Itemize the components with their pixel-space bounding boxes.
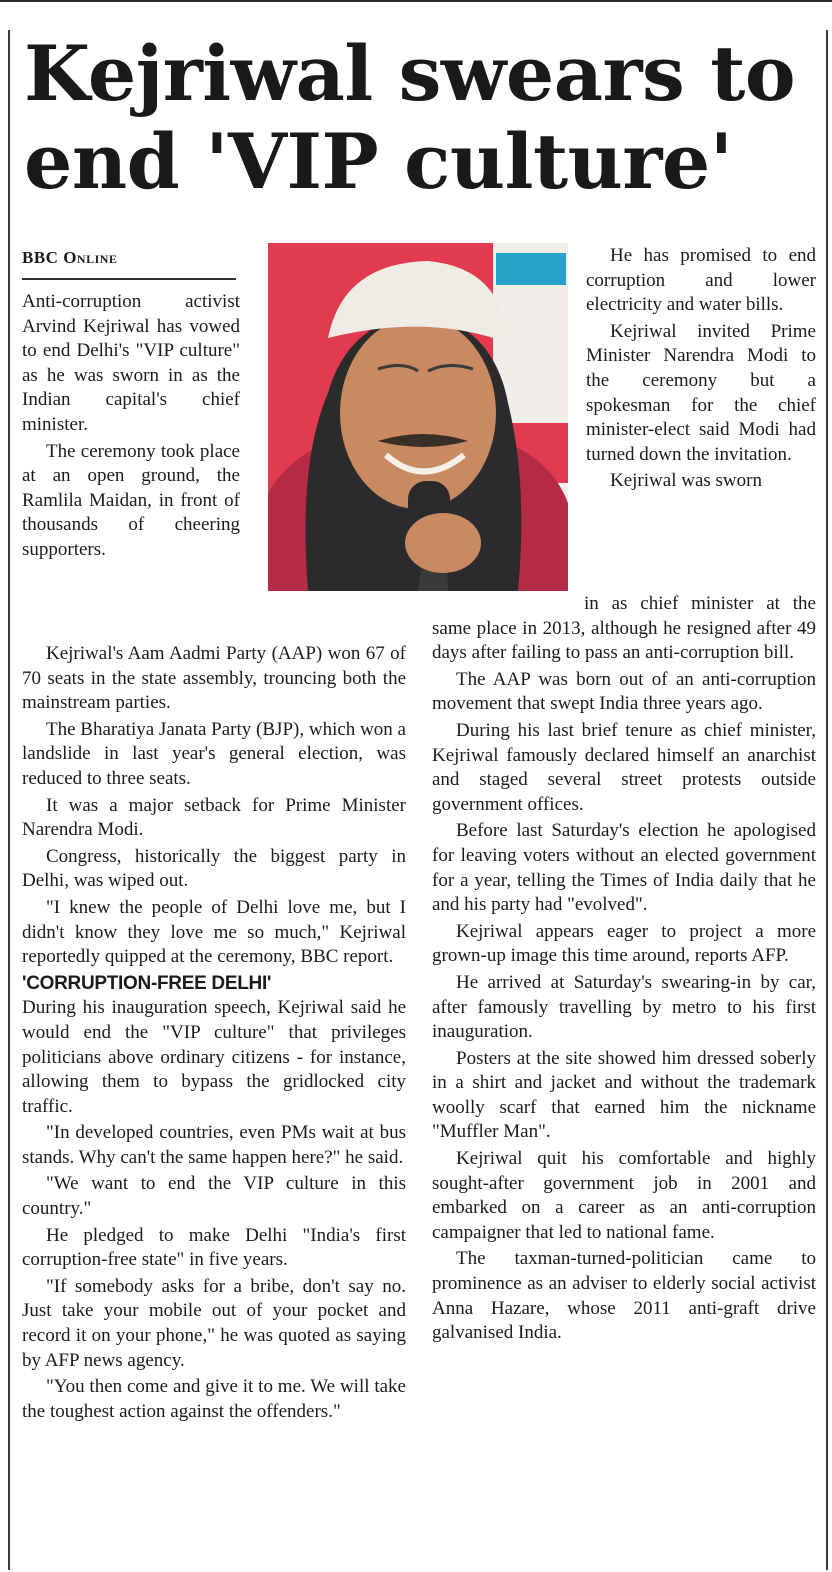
right-column	[432, 592, 816, 1348]
poster-banner	[496, 253, 566, 285]
paragraph: He pledged to make Delhi "India's first corruption-free state" in five years.	[22, 1224, 406, 1271]
paragraph: "I knew the people of Delhi love me, but I didn't know they love me so much," Kejriwal reportedly quipped at the ceremony, BBC report.	[22, 896, 406, 968]
byline: BBC Online	[22, 248, 236, 280]
left-narrow-column	[22, 290, 240, 565]
left-column	[22, 642, 406, 1426]
headline: Kejriwal swears to end 'VIP culture'	[24, 29, 796, 206]
paragraph: During his inauguration speech, Kejriwal said he would end the "VIP culture" that privileges politicians above ordinary citizens - for instance, allowing them to bypass the gridlocked city traffic.	[22, 997, 406, 1117]
hand	[405, 513, 481, 573]
face	[340, 317, 496, 509]
right-column-rule	[826, 30, 828, 1570]
paragraph: During his last brief tenure as chief minister, Kejriwal famously declared himself an anarchist and staged several street protests outside government offices.	[432, 719, 816, 815]
paragraph: in as chief minister at the same place in 2013, although he resigned after 49 days after failing to pass an anti-corruption bill.	[432, 593, 816, 664]
kejriwal-photo	[268, 243, 568, 591]
subheading: 'CORRUPTION-FREE DELHI'	[22, 972, 272, 994]
paragraph: Kejriwal was sworn	[610, 470, 762, 492]
paragraph: The Bharatiya Janata Party (BJP), which won a landslide in last year's general election, was reduced to three seats.	[22, 718, 406, 789]
top-rule	[0, 0, 832, 2]
paragraph: The ceremony took place at an open ground, the Ramlila Maidan, in front of thousands of cheering supporters.	[22, 440, 240, 560]
paragraph: It was a major setback for Prime Minister Narendra Modi.	[22, 794, 406, 841]
paragraph: Congress, historically the biggest party in Delhi, was wiped out.	[22, 845, 406, 892]
paragraph: Kejriwal appears eager to project a more grown-up image this time around, reports AFP.	[432, 920, 816, 967]
paragraph: He has promised to end corruption and lower electricity and water bills.	[586, 245, 816, 316]
paragraph: Posters at the site showed him dressed soberly in a shirt and jacket and without the trademark woolly scarf that earned him the nickname "Muffler Man".	[432, 1047, 816, 1143]
right-narrow-column	[586, 244, 816, 496]
left-column-rule	[8, 30, 10, 1570]
paragraph: He arrived at Saturday's swearing-in by car, after famously travelling by metro to his first inauguration.	[432, 971, 816, 1043]
paragraph: "We want to end the VIP culture in this country."	[22, 1173, 406, 1220]
paragraph: "You then come and give it to me. We will take the toughest action against the offenders."	[22, 1376, 406, 1422]
paragraph: "If somebody asks for a bribe, don't say no. Just take your mobile out of your pocket and record it on your phone," he was quoted as saying by AFP news agency.	[22, 1275, 406, 1371]
paragraph: Kejriwal's Aam Aadmi Party (AAP) won 67 of 70 seats in the state assembly, trouncing both the mainstream parties.	[22, 643, 406, 714]
paragraph: "In developed countries, even PMs wait at bus stands. Why can't the same happen here?" he said.	[22, 1122, 406, 1168]
paragraph: Before last Saturday's election he apologised for leaving voters without an elected government for a year, telling the Times of India daily that he and his party had "evolved".	[432, 820, 816, 916]
paragraph: Kejriwal invited Prime Minister Narendra Modi to the ceremony but a spokesman for the chief minister-elect said Modi had turned down the invitation.	[586, 320, 816, 465]
paragraph: Kejriwal quit his comfortable and highly sought-after government job in 2001 and embarked on a career as an anti-corruption campaigner that led to national fame.	[432, 1148, 816, 1243]
paragraph: The taxman-turned-politician came to prominence as an adviser to elderly social activist Anna Hazare, whose 2011 anti-graft drive galvanised India.	[432, 1248, 816, 1344]
paragraph: Anti-corruption activist Arvind Kejriwal has vowed to end Delhi's "VIP culture" as he was sworn in as the Indian capital's chief minister.	[22, 291, 240, 435]
paragraph: The AAP was born out of an anti-corruption movement that swept India three years ago.	[432, 668, 816, 715]
